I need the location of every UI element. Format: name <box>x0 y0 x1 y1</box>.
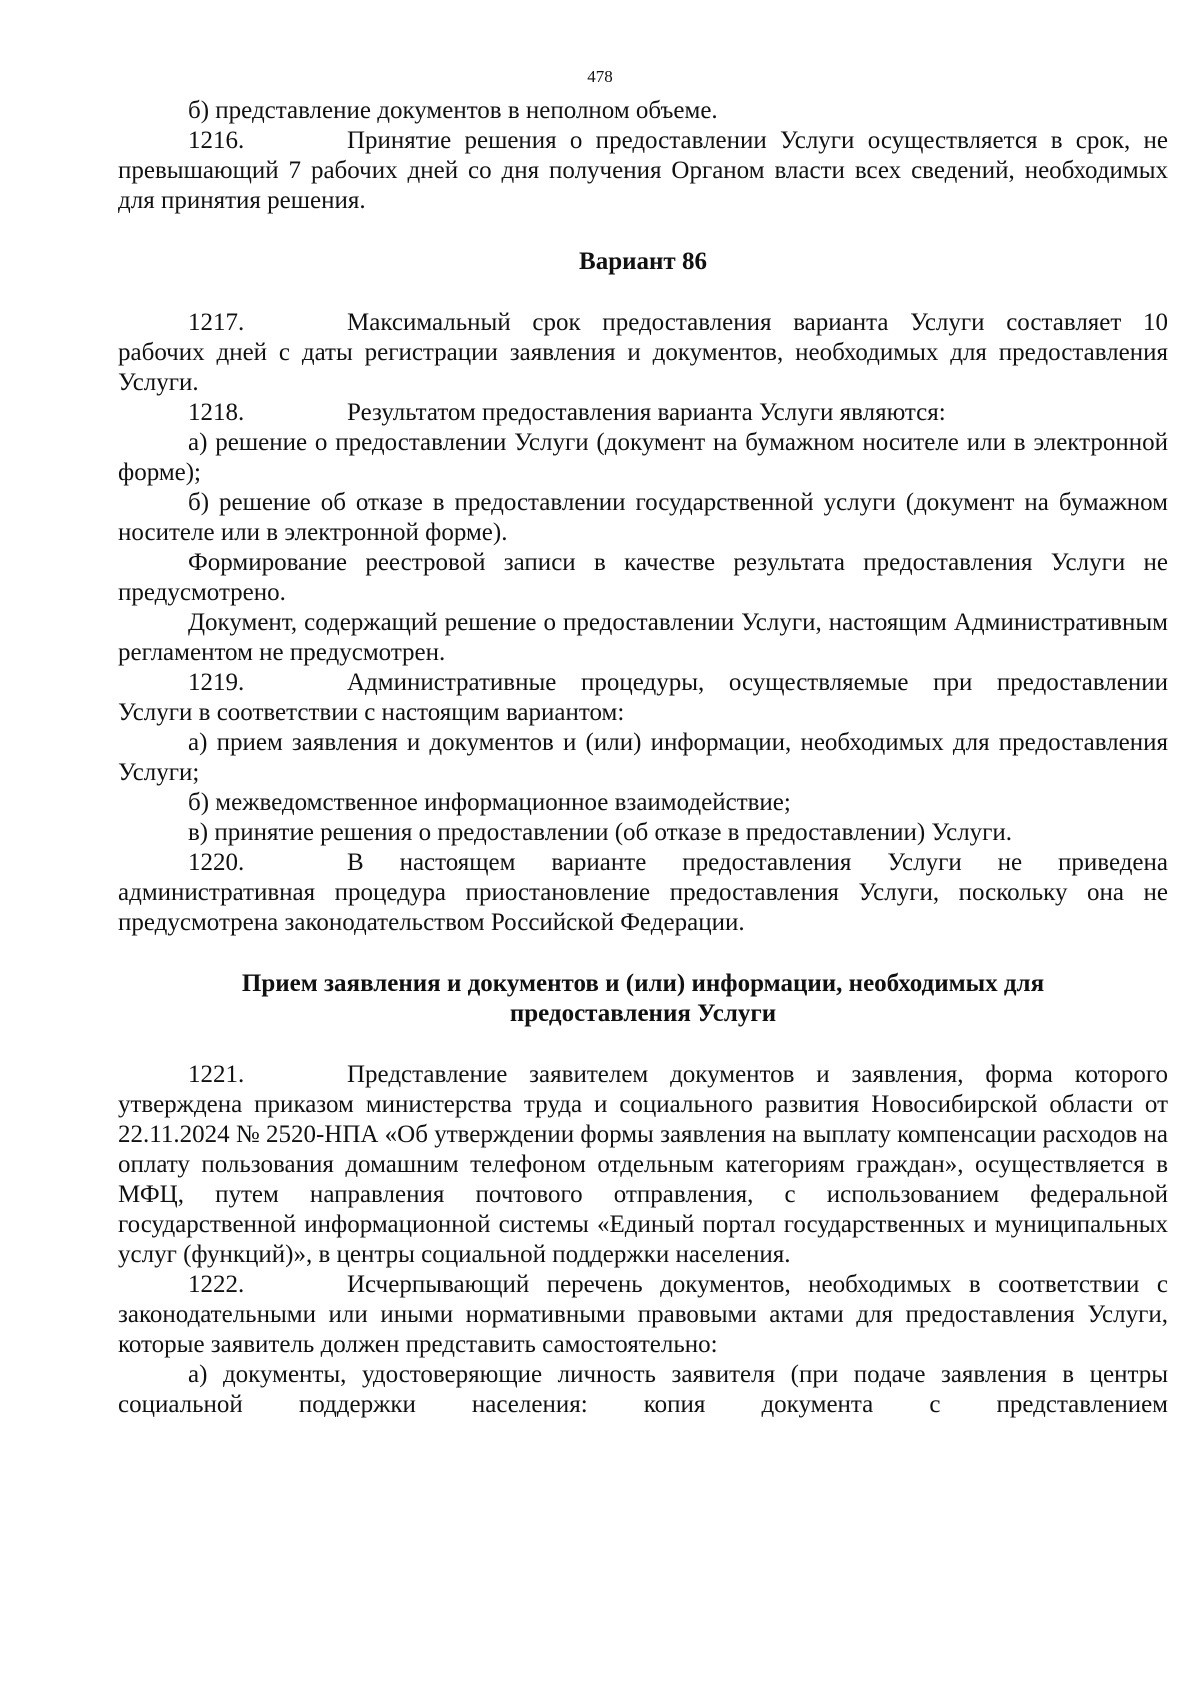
paragraph-1219c: в) принятие решения о предоставлении (об отказе в предоставлении) Услуги. <box>188 819 1013 846</box>
clause-text: Максимальный срок предоставления варианта Услуги составляет 10 рабочих дней с даты регистрации заявления и документов, необходимых для предоставления Услуги. <box>118 309 1168 396</box>
clause-text: Исчерпывающий перечень документов, необходимых в соответствии с законодательными или иными нормативными правовыми актами для предоставления Услуги, которые заявитель должен представить самостоятельно: <box>118 1271 1168 1358</box>
document-body <box>118 96 1168 1420</box>
clause-1218 <box>118 398 1168 428</box>
clause-1221 <box>118 1060 1168 1270</box>
paragraph-registry: Формирование реестровой записи в качестве результата предоставления Услуги не предусмотрено. <box>118 549 1168 606</box>
clause-number: 1218. <box>188 399 245 426</box>
clause-number: 1222. <box>188 1271 245 1298</box>
clause-text: Принятие решения о предоставлении Услуги осуществляется в срок, не превышающий 7 рабочих дней со дня получения Органом власти всех сведений, необходимых для принятия решения. <box>118 127 1168 214</box>
paragraph-1218b: б) решение об отказе в предоставлении государственной услуги (документ на бумажном носителе или в электронной форме). <box>118 489 1168 546</box>
clause-number: 1220. <box>188 849 245 876</box>
clause-text: В настоящем варианте предоставления Услуги не приведена административная процедура приостановление предоставления Услуги, поскольку она не предусмотрена законодательством Российской Федерации. <box>118 849 1168 936</box>
clause-text: Представление заявителем документов и заявления, форма которого утверждена приказом министерства труда и социального развития Новосибирской области от 22.11.2024 № 2520-НПА «Об утверждении формы заявления на выплату компенсации расходов на оплату пользования домашним телефоном отдельным категориям граждан», осуществляется в МФЦ, путем направления почтового отправления, с использованием федеральной государственной информационной системы «Единый портал государственных и муниципальных услуг (функций)», в центры социальной поддержки населения. <box>118 1061 1168 1268</box>
paragraph-document: Документ, содержащий решение о предоставлении Услуги, настоящим Административным регламентом не предусмотрен. <box>118 609 1168 666</box>
paragraph-1222a: а) документы, удостоверяющие личность заявителя (при подаче заявления в центры социальной поддержки населения: копия документа с представлением <box>118 1361 1168 1418</box>
clause-number: 1217. <box>188 309 245 336</box>
clause-number: 1219. <box>188 669 245 696</box>
paragraph-1218a: а) решение о предоставлении Услуги (документ на бумажном носителе или в электронной форме); <box>118 429 1168 486</box>
clause-text: Административные процедуры, осуществляемые при предоставлении Услуги в соответствии с настоящим вариантом: <box>118 669 1168 726</box>
clause-1219 <box>118 668 1168 728</box>
paragraph-1219a: а) прием заявления и документов и (или) информации, необходимых для предоставления Услуги; <box>118 729 1168 786</box>
clause-number: 1216. <box>188 127 245 154</box>
section-heading-line2: предоставления Услуги <box>509 1000 777 1027</box>
clause-1220 <box>118 848 1168 938</box>
section-heading-line1: Прием заявления и документов и (или) информации, необходимых для <box>241 970 1045 997</box>
variant-heading: Вариант 86 <box>579 248 707 275</box>
paragraph-1219b: б) межведомственное информационное взаимодействие; <box>188 789 791 816</box>
paragraph-b-incomplete: б) представление документов в неполном объеме. <box>188 97 718 124</box>
page-number: 478 <box>587 67 613 86</box>
clause-number: 1221. <box>188 1061 245 1088</box>
clause-1216 <box>118 126 1168 216</box>
clause-1217 <box>118 308 1168 398</box>
clause-1222 <box>118 1270 1168 1360</box>
clause-text: Результатом предоставления варианта Услуги являются: <box>347 399 946 426</box>
